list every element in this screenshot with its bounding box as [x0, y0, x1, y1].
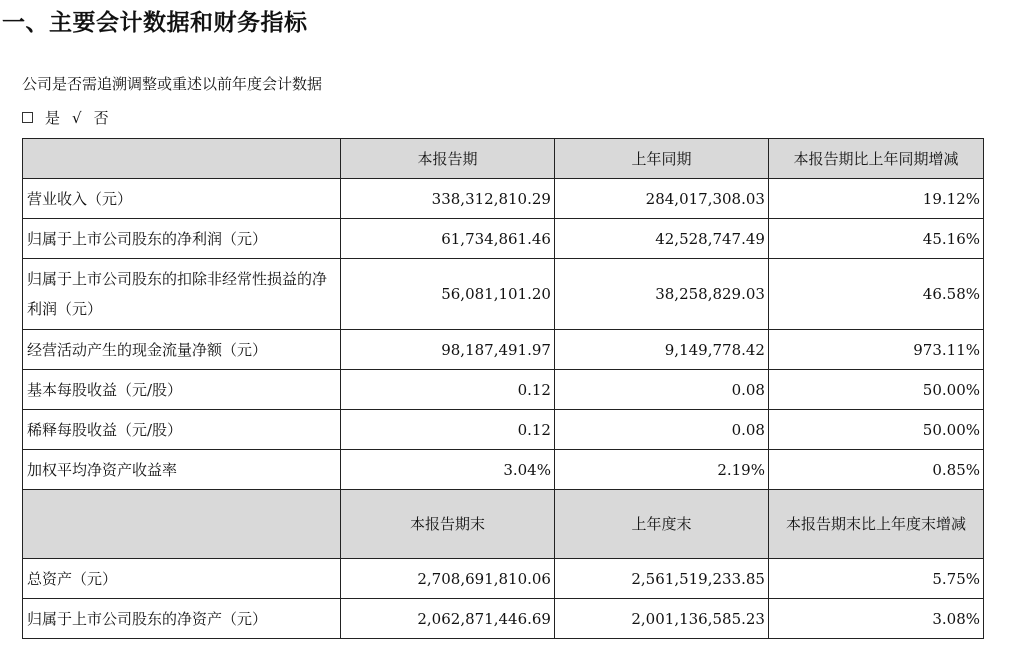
cell-current: 0.12 — [340, 370, 554, 410]
financial-indicators-table — [22, 138, 984, 639]
check-mark-icon: √ — [72, 108, 82, 127]
header-cell-empty — [23, 490, 341, 559]
cell-current: 2,708,691,810.06 — [340, 559, 554, 599]
cell-change: 50.00% — [768, 370, 983, 410]
cell-current: 56,081,101.20 — [340, 259, 554, 330]
cell-current: 0.12 — [340, 410, 554, 450]
table-row — [23, 599, 984, 639]
cell-prior: 42,528,747.49 — [554, 219, 768, 259]
row-label: 基本每股收益（元/股） — [23, 370, 341, 410]
cell-current: 338,312,810.29 — [340, 179, 554, 219]
table-row — [23, 370, 984, 410]
row-label: 营业收入（元） — [23, 179, 341, 219]
header-cell-prior-year-end: 上年度末 — [554, 490, 768, 559]
table-row — [23, 330, 984, 370]
restatement-answer — [22, 107, 109, 128]
cell-prior: 9,149,778.42 — [554, 330, 768, 370]
cell-prior: 284,017,308.03 — [554, 179, 768, 219]
no-label: 否 — [93, 109, 109, 127]
table-row — [23, 410, 984, 450]
row-label: 归属于上市公司股东的净资产（元） — [23, 599, 341, 639]
cell-prior: 0.08 — [554, 410, 768, 450]
table-subheader-row — [23, 490, 984, 559]
header-cell-change: 本报告期末比上年度末增减 — [768, 490, 983, 559]
header-cell-prior-period: 上年同期 — [554, 139, 768, 179]
cell-change: 50.00% — [768, 410, 983, 450]
table-row — [23, 559, 984, 599]
cell-change: 5.75% — [768, 559, 983, 599]
header-cell-change: 本报告期比上年同期增减 — [768, 139, 983, 179]
row-label: 稀释每股收益（元/股） — [23, 410, 341, 450]
row-label: 归属于上市公司股东的净利润（元） — [23, 219, 341, 259]
header-cell-empty — [23, 139, 341, 179]
cell-change: 19.12% — [768, 179, 983, 219]
row-label: 归属于上市公司股东的扣除非经常性损益的净利润（元） — [23, 259, 341, 330]
table-row — [23, 259, 984, 330]
cell-current: 61,734,861.46 — [340, 219, 554, 259]
cell-prior: 2.19% — [554, 450, 768, 490]
cell-current: 98,187,491.97 — [340, 330, 554, 370]
cell-current: 2,062,871,446.69 — [340, 599, 554, 639]
cell-change: 973.11% — [768, 330, 983, 370]
row-label: 加权平均净资产收益率 — [23, 450, 341, 490]
table-row — [23, 179, 984, 219]
cell-prior: 2,561,519,233.85 — [554, 559, 768, 599]
checkbox-icon — [22, 112, 33, 123]
cell-change: 45.16% — [768, 219, 983, 259]
cell-prior: 0.08 — [554, 370, 768, 410]
cell-change: 46.58% — [768, 259, 983, 330]
header-cell-period-end: 本报告期末 — [340, 490, 554, 559]
table-row — [23, 219, 984, 259]
cell-change: 3.08% — [768, 599, 983, 639]
row-label: 总资产（元） — [23, 559, 341, 599]
section-heading: 一、主要会计数据和财务指标 — [2, 10, 308, 36]
table-row — [23, 450, 984, 490]
header-cell-current-period: 本报告期 — [340, 139, 554, 179]
cell-change: 0.85% — [768, 450, 983, 490]
cell-prior: 38,258,829.03 — [554, 259, 768, 330]
cell-current: 3.04% — [340, 450, 554, 490]
row-label: 经营活动产生的现金流量净额（元） — [23, 330, 341, 370]
restatement-question: 公司是否需追溯调整或重述以前年度会计数据 — [22, 75, 323, 93]
cell-prior: 2,001,136,585.23 — [554, 599, 768, 639]
table-header-row — [23, 139, 984, 179]
yes-label: 是 — [45, 109, 61, 127]
